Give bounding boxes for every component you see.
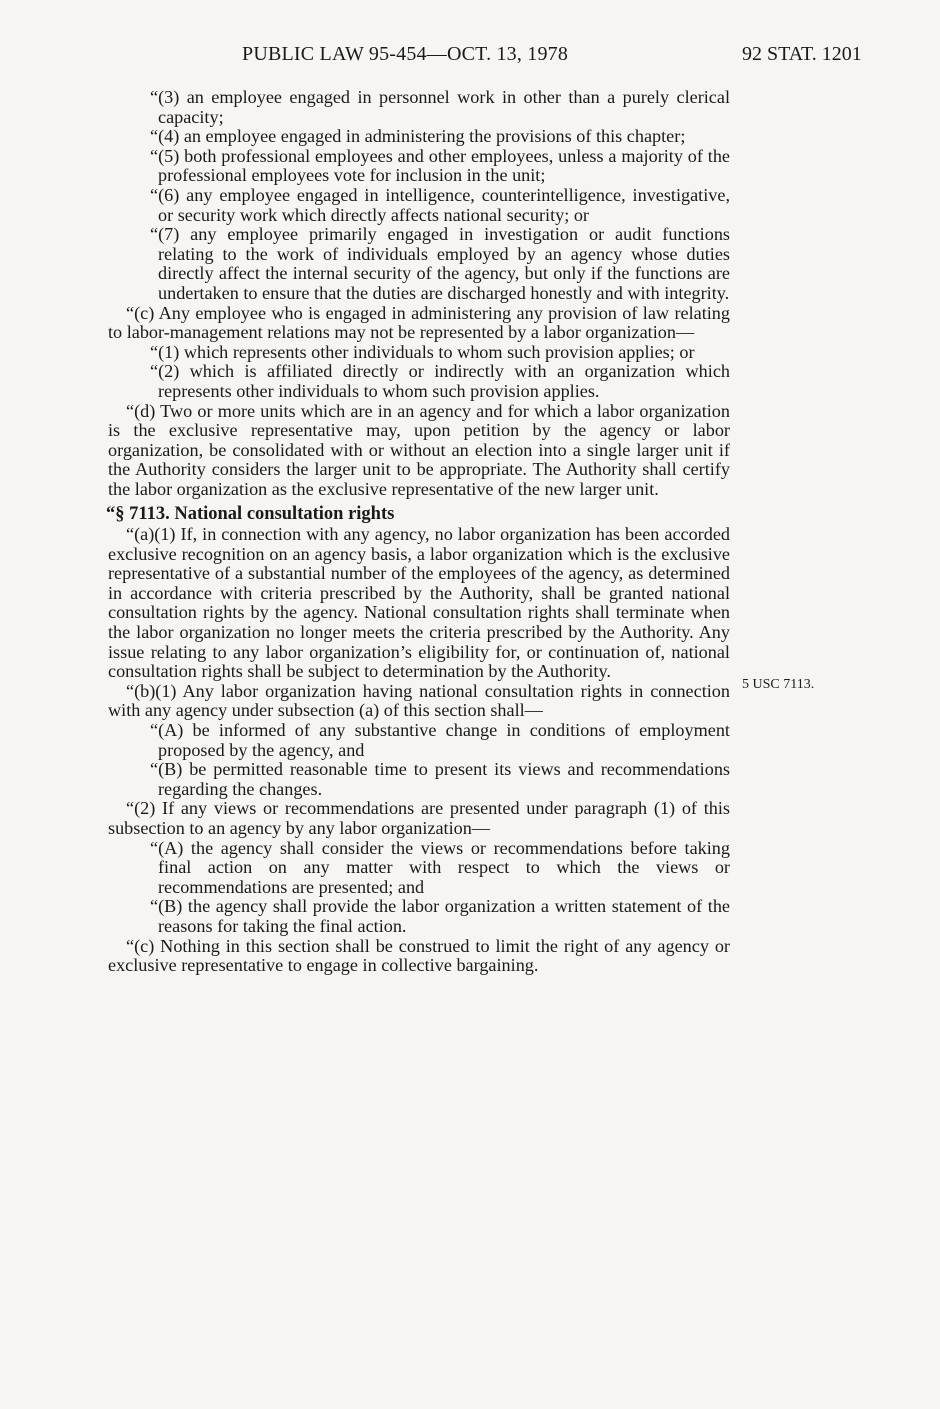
paragraph: “(1) which represents other individuals to whom such provision applies; or [150,341,695,362]
law-title: PUBLIC LAW 95-454—OCT. 13, 1978 [242,43,569,65]
margin-citation: 5 USC 7113. [742,677,815,692]
paragraph: “(A) be informed of any substantive change in conditions of employment proposed by the agency, and [150,720,730,760]
paragraph: “(2) which is affiliated directly or indirectly with an organization which represents other individuals to whom such provision applies. [150,361,730,401]
paragraph: “(A) the agency shall consider the views or recommendations before taking final action on any matter with respect to which the views or recommendations are presented; and [150,837,730,897]
paragraph: “(4) an employee engaged in administering the provisions of this chapter; [150,126,686,147]
paragraph: “(c) Any employee who is engaged in administering any provision of law relating to labor-management relations may not be represented by a labor organization— [108,302,730,343]
paragraph: “(6) any employee engaged in intelligence, counterintelligence, investigative, or security work which directly affects national security; or [150,184,730,225]
paragraph: “(a)(1) If, in connection with any agency, no labor organization has been accorded exclusive recognition on an agency basis, a labor organization which is the exclusive representative of a substantial number of the employees of the agency, as determined in accordance with criteria prescribed by the Authority, shall be granted national consultation rights by the agency. National consultation rights shall terminate when the labor organization no longer meets the criteria prescribed by the Authority. Any issue relating to any labor organization’s eligibility for, or continuation of, national consultation rights shall be subject to determination by the Authority. [108,524,730,682]
paragraph: “(b)(1) Any labor organization having national consultation rights in connection with any agency under subsection (a) of this section shall— [108,680,730,721]
paragraph: “(5) both professional employees and other employees, unless a majority of the professional employees vote for inclusion in the unit; [150,145,730,186]
statute-page: 92 STAT. 1201 [742,43,862,65]
paragraph: “(B) the agency shall provide the labor organization a written statement of the reasons for taking the final action. [150,896,730,936]
section-heading: “§ 7113. National consultation rights [106,504,395,525]
paragraph: “(c) Nothing in this section shall be construed to limit the right of any agency or exclusive representative to engage in collective bargaining. [108,935,730,976]
paragraph: “(d) Two or more units which are in an agency and for which a labor organization is the exclusive representative may, upon petition by the agency or labor organization, be consolidated with or without an election into a single larger unit if the Authority considers the larger unit to be appropriate. The Authority shall certify the labor organization as the exclusive representative of the new larger unit. [108,400,730,499]
paragraph: “(2) If any views or recommendations are presented under paragraph (1) of this subsection to an agency by any labor organization— [108,798,730,838]
paragraph: “(7) any employee primarily engaged in investigation or audit functions relating to the work of individuals employed by an agency whose duties directly affect the internal security of the agency, but only if the functions are undertaken to ensure that the duties are discharged honestly and with integrity. [150,224,730,303]
document-body [108,88,730,976]
paragraph: “(B) be permitted reasonable time to present its views and recommendations regarding the changes. [150,759,730,799]
paragraph: “(3) an employee engaged in personnel work in other than a purely clerical capacity; [150,87,730,127]
